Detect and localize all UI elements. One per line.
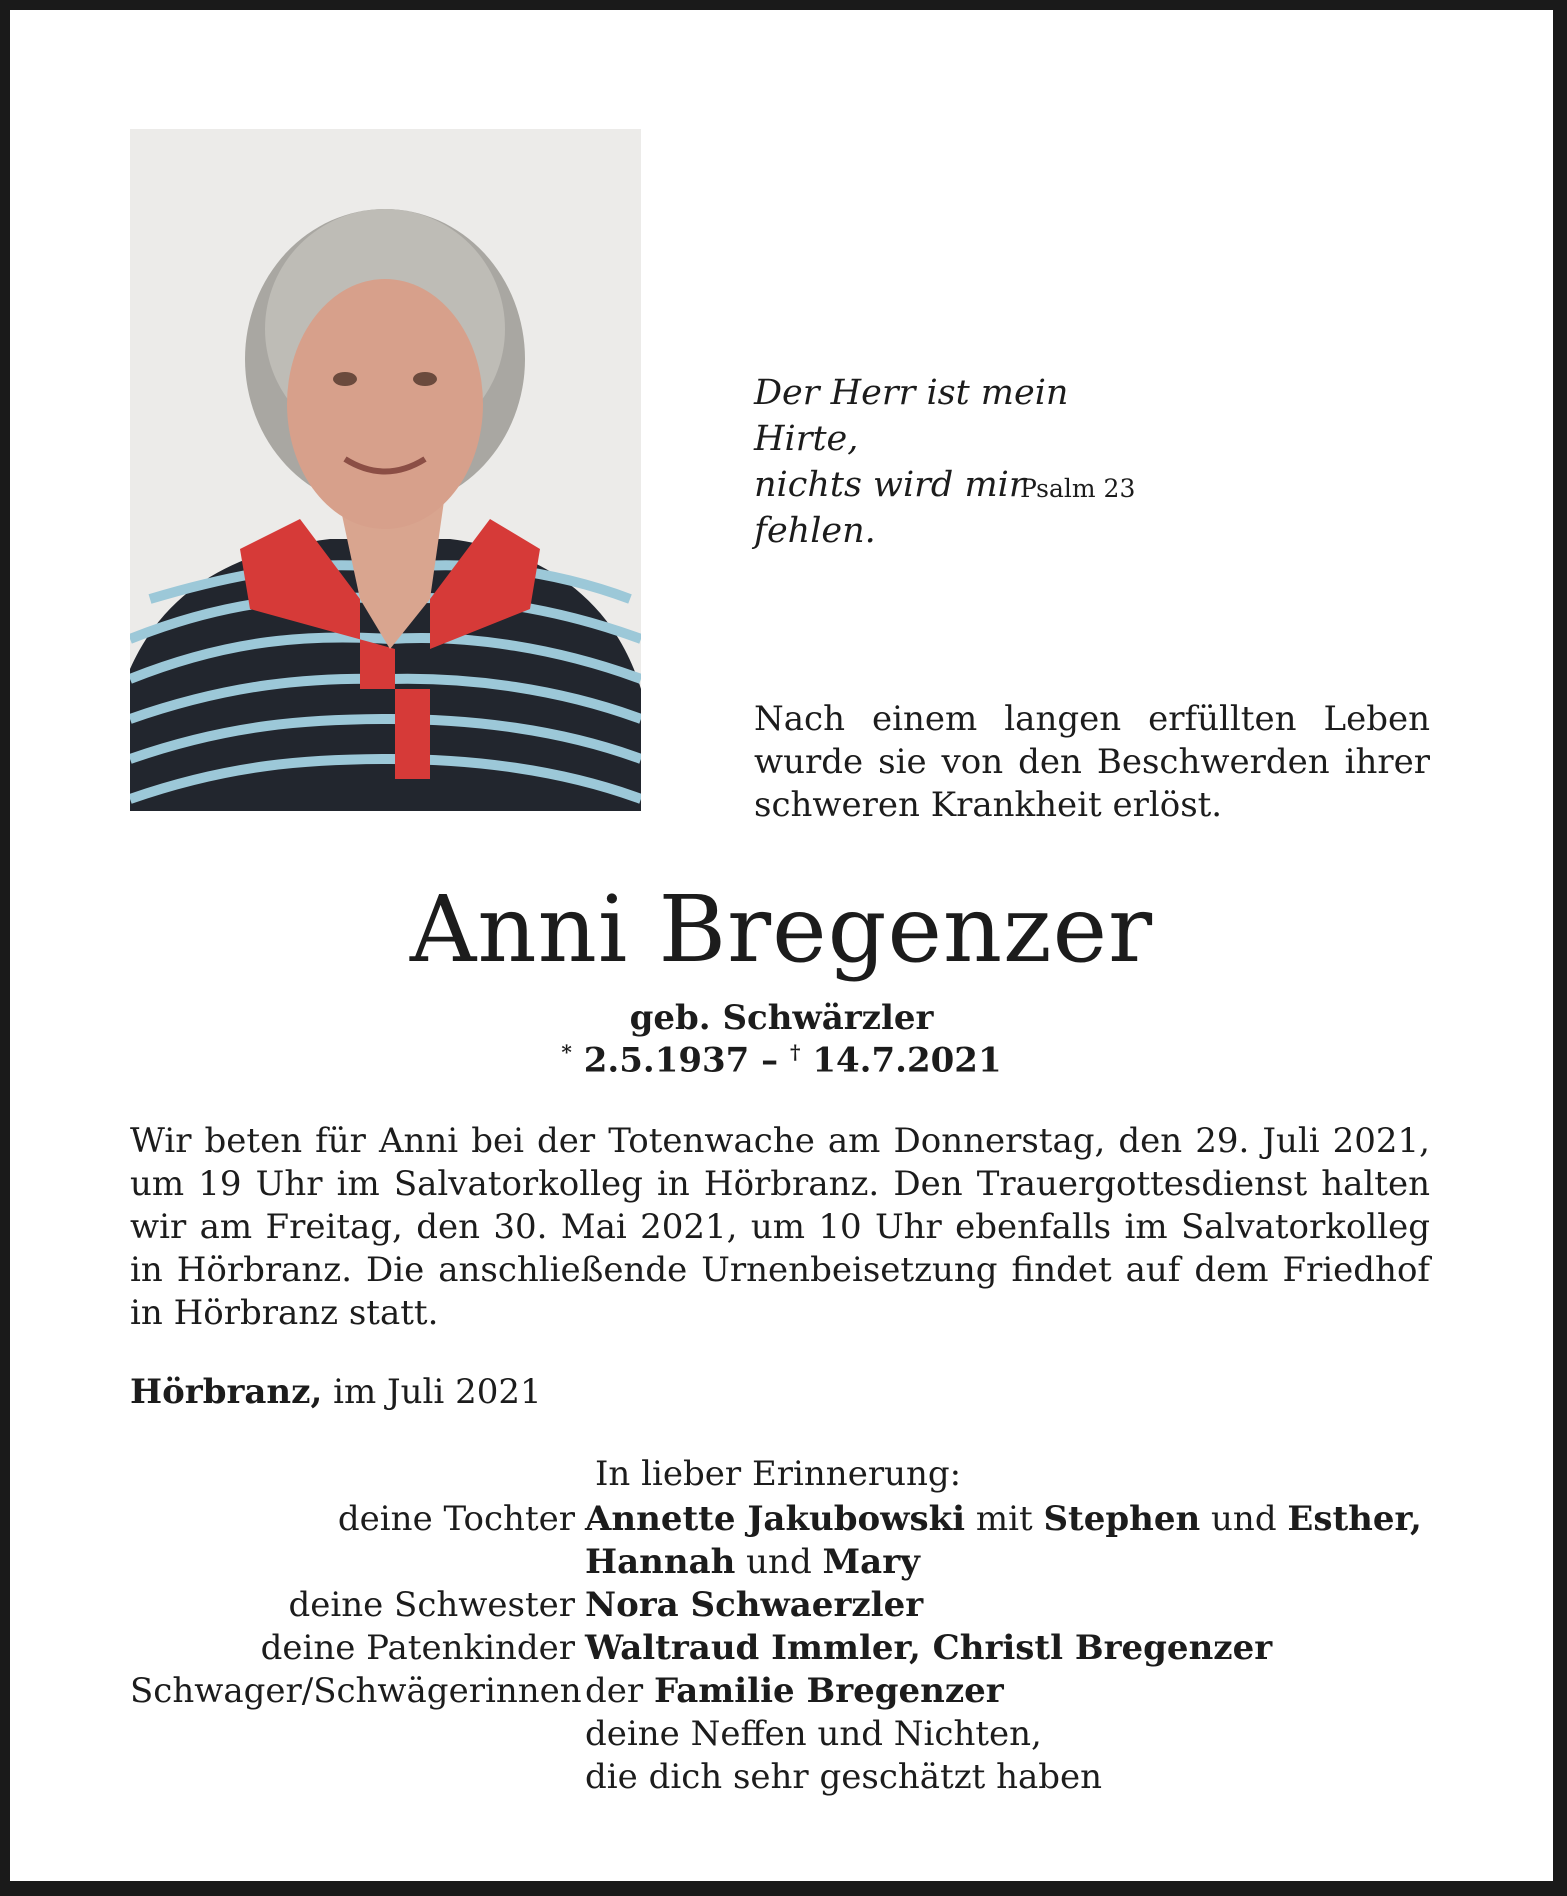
memory-title: In lieber Erinnerung:: [595, 1454, 962, 1494]
mourner-name: Hannah: [585, 1542, 736, 1582]
mourner-names: [585, 1670, 1430, 1713]
death-date: 14.7.2021: [812, 1040, 1002, 1081]
mourner-name: Stephen: [1043, 1499, 1201, 1539]
mourner-name: Esther,: [1287, 1499, 1422, 1539]
mourner-name: Familie Bregenzer: [653, 1671, 1004, 1711]
relation-label: [130, 1756, 585, 1799]
psalm-line-2: nichts wird mir fehlen.: [754, 465, 1026, 551]
mourner-row: [130, 1627, 1430, 1670]
psalm-quote: [754, 370, 1154, 554]
connector: der: [585, 1671, 654, 1711]
relation-label: [130, 1713, 585, 1756]
mourner-names: [585, 1627, 1430, 1670]
mourner-row: [130, 1498, 1430, 1541]
mourners-list: [130, 1498, 1430, 1799]
birth-symbol: *: [561, 1040, 572, 1064]
birth-name: geb. Schwärzler: [629, 998, 934, 1038]
connector: und: [1200, 1499, 1288, 1539]
obituary-page: [10, 10, 1553, 1881]
mourner-names: die dich sehr geschätzt haben: [585, 1757, 1103, 1797]
mourner-names: [585, 1498, 1430, 1541]
place-month: im Juli 2021: [322, 1372, 542, 1412]
birth-date: 2.5.1937: [583, 1040, 750, 1081]
psalm-reference: Psalm 23: [1020, 474, 1136, 503]
mourner-row: [130, 1713, 1430, 1756]
mourner-names: deine Neffen und Nichten,: [585, 1714, 1042, 1754]
mourner-row: [130, 1584, 1430, 1627]
life-dates: [10, 1040, 1553, 1080]
connector: und: [735, 1542, 823, 1582]
mourner-name: Waltraud Immler, Christl Bregenzer: [585, 1628, 1273, 1668]
relation-label: Schwager/Schwägerinnen: [130, 1671, 582, 1711]
mourner-name: Annette Jakubowski: [585, 1499, 966, 1539]
portrait-image: [130, 129, 641, 811]
mourner-row: [130, 1670, 1430, 1713]
service-details: Wir beten für Anni bei der Totenwache am Donnerstag, den 29. Juli 2021, um 19 Uhr im Salvatorkolleg in Hörbranz. Den Trauergottesdienst halten wir am Freitag, den 30. Mai 2021, um 10 Uhr ebenfalls im Salvatorkolleg in Hörbranz. Die anschließende Urnenbeisetzung findet auf dem Friedhof in Hörbranz statt.: [130, 1121, 1430, 1333]
relation-label: deine Schwester: [288, 1585, 575, 1625]
psalm-line-1: Der Herr ist mein Hirte,: [754, 373, 1069, 459]
mourner-name: Mary: [822, 1542, 920, 1582]
mourner-names: [585, 1541, 1430, 1584]
mourner-name: Nora Schwaerzler: [585, 1585, 924, 1625]
death-symbol: †: [790, 1040, 801, 1064]
relation-label: [130, 1541, 585, 1584]
place-date: [130, 1372, 542, 1412]
connector: mit: [965, 1499, 1044, 1539]
mourner-row: [130, 1756, 1430, 1799]
mourner-names: [585, 1584, 1430, 1627]
place-town: Hörbranz,: [130, 1372, 323, 1412]
relation-label: deine Tochter: [337, 1499, 575, 1539]
deceased-name: Anni Bregenzer: [409, 876, 1154, 983]
mourner-row: [130, 1541, 1430, 1584]
intro-text: Nach einem langen erfüllten Leben wurde sie von den Beschwerden ihrer schweren Krankheit erlöst.: [754, 699, 1430, 825]
relation-label: deine Patenkinder: [260, 1628, 575, 1668]
portrait-photo: [130, 129, 641, 811]
date-separator: –: [749, 1040, 791, 1081]
